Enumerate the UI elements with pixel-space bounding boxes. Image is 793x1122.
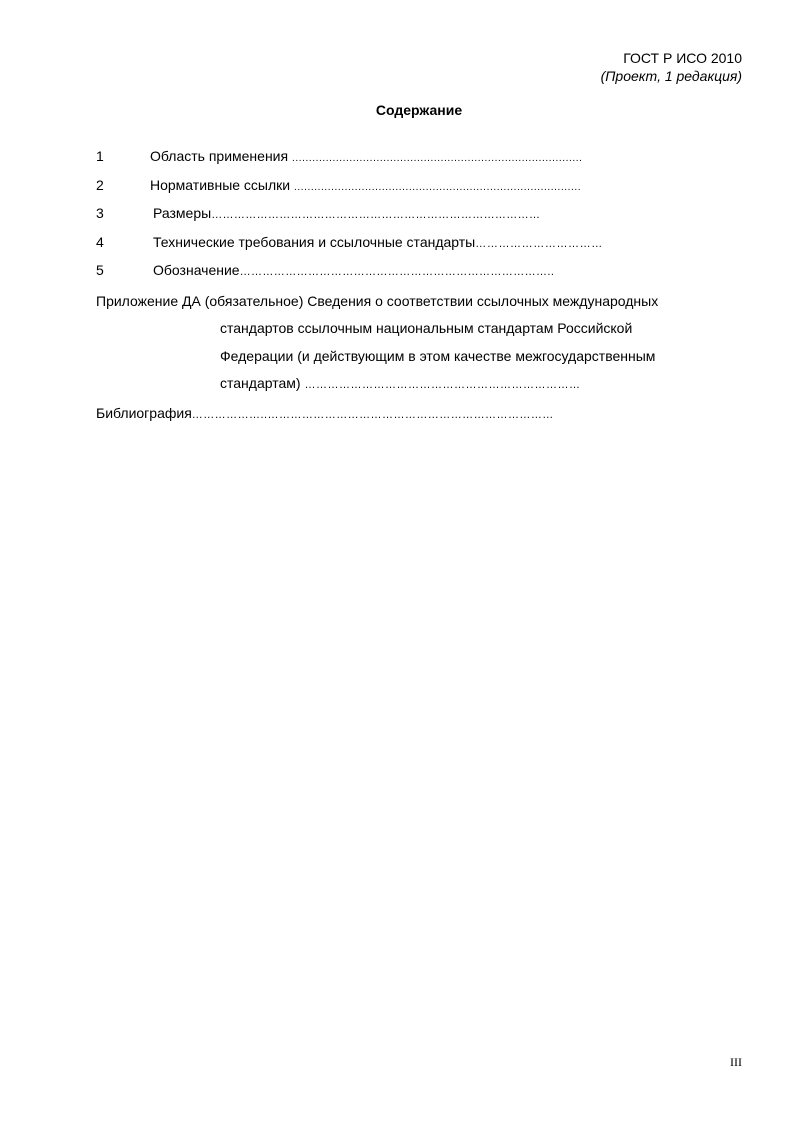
toc-item-title: Область применения [150, 148, 289, 164]
toc-item-number: 4 [96, 233, 104, 250]
toc-item-4[interactable] [96, 231, 746, 260]
toc-leader: ……………………………………………………………………….. [239, 266, 555, 278]
toc-item-number: 3 [96, 205, 104, 221]
toc-appendix-da[interactable] [96, 288, 746, 400]
document-header [601, 49, 742, 85]
toc-leader: ...................................................................................... [291, 153, 583, 164]
toc-item-number: 1 [96, 148, 104, 164]
toc-leader: ………………..………………………………………………………………… [191, 408, 554, 421]
standard-designation: ГОСТ Р ИСО 2010 [623, 50, 742, 66]
appendix-title-line-3: Федерации (и действующим в этом качестве межгосударственным [220, 347, 656, 364]
toc-item-title: Нормативные ссылки [150, 176, 291, 193]
table-of-contents [96, 145, 746, 429]
toc-bibliography[interactable] [96, 400, 746, 430]
toc-leader: …………………………………………………………………………… [211, 209, 541, 221]
appendix-title-line-4: стандартам) [220, 375, 301, 391]
toc-item-number: 5 [96, 262, 104, 278]
toc-item-3[interactable] [96, 202, 746, 231]
page-number: III [730, 1055, 742, 1069]
toc-leader: …………………………… [475, 237, 603, 250]
toc-item-2[interactable] [96, 174, 746, 203]
bibliography-title: Библиография [96, 404, 192, 421]
toc-item-title: Технические требования и ссылочные стандарты [153, 233, 476, 250]
toc-title: Содержание [375, 102, 463, 118]
toc-leader: ..................................................................................... [294, 181, 582, 193]
toc-item-title: Размеры [153, 205, 212, 221]
toc-item-title: Обозначение [153, 262, 240, 278]
edition-note: (Проект, 1 редакция) [600, 68, 742, 84]
toc-item-1[interactable] [96, 145, 746, 174]
toc-item-number: 2 [96, 176, 104, 193]
toc-leader: ……………………………………………………………… [304, 379, 581, 391]
toc-item-5[interactable] [96, 259, 746, 288]
appendix-title-line-1: Приложение ДА (обязательное) Сведения о соответствии ссылочных международных [96, 292, 659, 309]
appendix-title-line-2: стандартов ссылочным национальным стандартам Российской [220, 320, 633, 336]
